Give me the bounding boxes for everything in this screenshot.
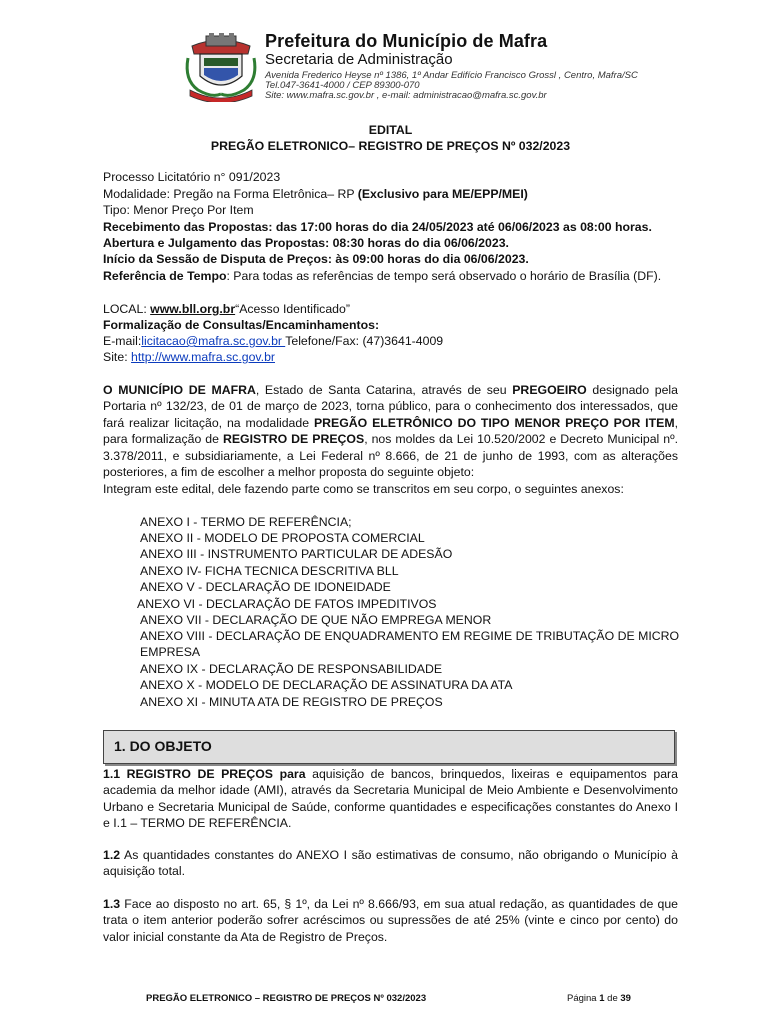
processo-line: Processo Licitatório n° 091/2023 <box>103 170 281 184</box>
inicio-line: Início da Sessão de Disputa de Preços: às 09:00 horas do dia 06/06/2023. <box>103 252 529 266</box>
clause-1-1-text: aquisição de bancos, brinquedos, lixeiras e equipamentos para academia da melhor idade (AMI), através da Secretaria Municipal de Meio Ambiente e Desenvolvimento Urbano e Secretaria Municipal de Saúde, conforme quantidades e especificações constantes do Anexo I e I.1 – TERMO DE REFERÊNCIA. <box>103 767 678 831</box>
tipo-line: Tipo: Menor Preço Por Item <box>103 203 254 217</box>
clause-1-3-text: Face ao disposto no art. 65, § 1º, da Lei nº 8.666/93, em sua atual redação, as quantidades de que trata o item anterior poderão sofrer acréscimos ou supressões de até 25% (vinte e cinco por cento) do valor inicial constante da Ata de Registro de Preços. <box>103 897 678 944</box>
header-site: Site: www.mafra.sc.gov.br , e-mail: administracao@mafra.sc.gov.br <box>265 90 547 101</box>
site-label: Site: <box>103 350 132 364</box>
abertura-line: Abertura e Julgamento das Propostas: 08:30 horas do dia 06/06/2023. <box>103 236 509 250</box>
annex-item: ANEXO XI - MINUTA ATA DE REGISTRO DE PREÇOS <box>140 695 443 709</box>
referencia-paragraph <box>103 268 678 284</box>
email-label: E-mail: <box>103 334 142 348</box>
bll-link[interactable]: www.bll.org.br <box>150 302 236 316</box>
clause-1-2-text: As quantidades constantes do ANEXO I são estimativas de consumo, não obrigando o Município à aquisição total. <box>103 848 678 879</box>
annex-intro: Integram este edital, dele fazendo parte como se transcritos em seu corpo, o seguintes anexos: <box>103 482 624 496</box>
header-subtitle: Secretaria de Administração <box>265 51 453 68</box>
page-number <box>567 993 631 1004</box>
clause-1-3 <box>103 896 678 945</box>
annex-item: ANEXO I - TERMO DE REFERÊNCIA; <box>140 515 352 529</box>
clause-1-2 <box>103 847 678 880</box>
section-title: 1. DO OBJETO <box>114 738 212 754</box>
referencia-label: Referência de Tempo <box>103 269 227 283</box>
edital-heading: EDITAL <box>368 123 413 137</box>
clause-1-1 <box>103 766 678 832</box>
formalizacao-line: Formalização de Consultas/Encaminhamentos: <box>103 318 380 332</box>
modalidade-line <box>103 186 678 202</box>
page-total: 39 <box>620 993 631 1004</box>
page-current: 1 <box>599 993 605 1004</box>
recebimento-line: Recebimento das Propostas: das 17:00 horas do dia 24/05/2023 até 06/06/2023 as 08:00 horas. <box>103 220 652 234</box>
header-phone: Tel.047-3641-4000 / CEP 89300-070 <box>265 80 420 91</box>
intro-paragraph <box>103 382 678 480</box>
email-line <box>103 333 678 349</box>
annex-item: ANEXO VII - DECLARAÇÃO DE QUE NÃO EMPREGA MENOR <box>140 613 492 627</box>
annex-item: ANEXO II - MODELO DE PROPOSTA COMERCIAL <box>140 531 425 545</box>
intro-text-1: , Estado de Santa Catarina, através de seu <box>255 383 513 397</box>
site-line <box>103 349 678 365</box>
local-label: LOCAL: <box>103 302 151 316</box>
intro-municipio: O MUNICÍPIO DE MAFRA <box>103 383 256 397</box>
header-title: Prefeitura do Município de Mafra <box>265 31 548 51</box>
pregao-heading: PREGÃO ELETRONICO– REGISTRO DE PREÇOS Nº 032/2023 <box>210 139 571 153</box>
annex-item: ANEXO IV- FICHA TECNICA DESCRITIVA BLL <box>140 564 399 578</box>
annex-item: ANEXO X - MODELO DE DECLARAÇÃO DE ASSINATURA DA ATA <box>140 678 513 692</box>
intro-pregoeiro: PREGOEIRO <box>512 383 587 397</box>
footer-title: PREGÃO ELETRONICO – REGISTRO DE PREÇOS Nº 032/2023 <box>146 993 427 1004</box>
annex-item: ANEXO VIII - DECLARAÇÃO DE ENQUADRAMENTO EM REGIME DE TRIBUTAÇÃO DE MICRO <box>140 629 680 643</box>
annex-item: EMPRESA <box>140 645 201 659</box>
page-of: de <box>604 993 621 1004</box>
intro-text-2: designado pela Portaria nº 132/23, de 01 de março de 2023, torna público, para o conhecimento dos interessados, que fará realizar licitação, na modalidade <box>103 383 678 430</box>
header-address: Avenida Frederico Heyse nº 1386, 1º Andar Edifício Francisco Grossl , Centro, Mafra/SC <box>265 70 638 81</box>
intro-registro: REGISTRO DE PREÇOS <box>222 432 365 447</box>
section-heading-box <box>103 730 675 764</box>
local-line <box>103 301 678 317</box>
annex-item: ANEXO VI - DECLARAÇÃO DE FATOS IMPEDITIVOS <box>137 597 437 611</box>
clause-1-3-label: 1.3 <box>103 897 121 911</box>
email-link[interactable]: licitacao@mafra.sc.gov.br <box>141 334 286 348</box>
annex-item: ANEXO V - DECLARAÇÃO DE IDONEIDADE <box>140 580 391 594</box>
clause-1-1-label: 1.1 REGISTRO DE PREÇOS para <box>103 767 306 781</box>
annex-item: ANEXO IX - DECLARAÇÃO DE RESPONSABILIDADE <box>140 662 443 676</box>
clause-1-2-label: 1.2 <box>103 848 121 862</box>
phone-text: Telefone/Fax: (47)3641-4009 <box>285 334 444 348</box>
modalidade-exclusive: (Exclusivo para ME/EPP/MEI) <box>357 187 528 201</box>
modalidade-text: Modalidade: Pregão na Forma Eletrônica– RP <box>103 187 358 201</box>
referencia-text: : Para todas as referências de tempo será observado o horário de Brasília (DF). <box>226 269 662 283</box>
local-text: “Acesso Identificado” <box>235 302 350 316</box>
annex-item: ANEXO III - INSTRUMENTO PARTICULAR DE ADESÃO <box>140 547 453 561</box>
page-label: Página <box>567 993 600 1004</box>
intro-text-3: , para formalização de <box>103 415 678 447</box>
intro-text-4: , nos moldes da Lei 10.520/2002 e Decreto Municipal nº. 3.378/2011, e subsidiariamente, a Lei Federal nº 8.666, de 21 de junho de 1993, com as alterações posteriores, a fim de escolher a melhor proposta do seguinte objeto: <box>103 432 678 480</box>
site-link[interactable]: http://www.mafra.sc.gov.br <box>131 350 275 364</box>
intro-modalidade: PREGÃO ELETRÔNICO DO TIPO MENOR PREÇO POR ITEM <box>313 415 675 430</box>
municipal-crest-icon <box>182 32 260 102</box>
